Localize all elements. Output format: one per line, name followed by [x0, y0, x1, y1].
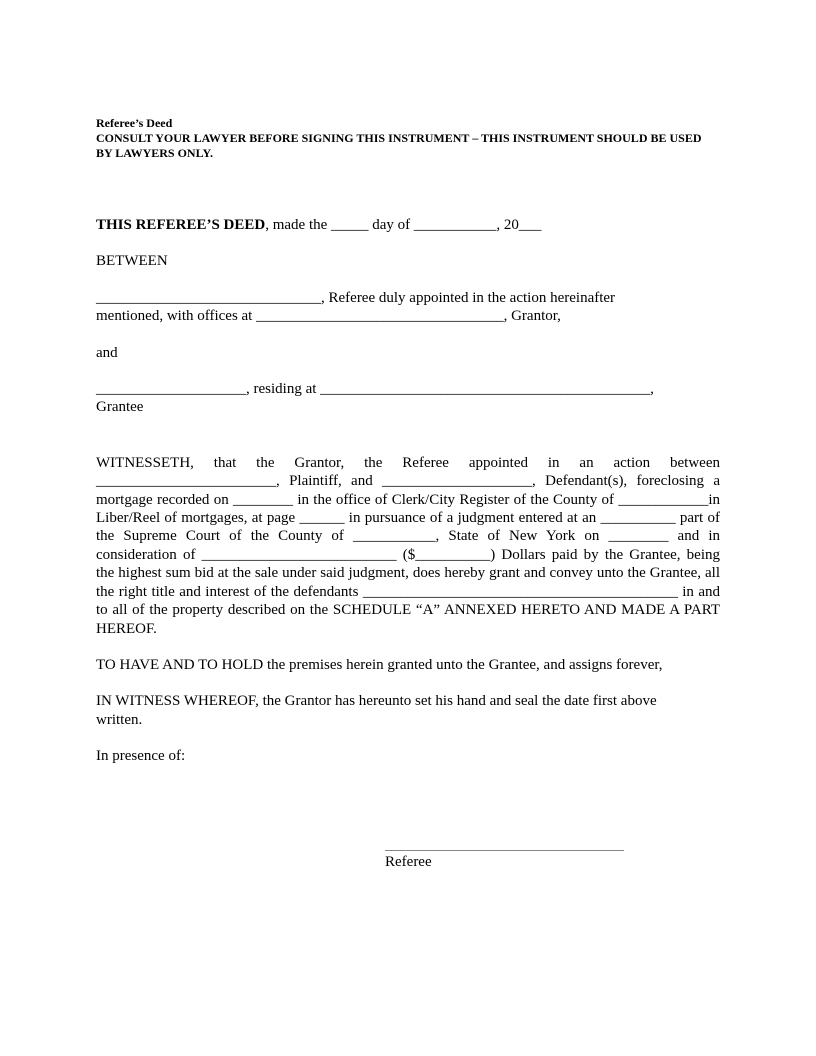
referee-signature-block — [385, 850, 625, 871]
document-title: Referee’s Deed — [96, 116, 173, 130]
document-page — [96, 116, 720, 766]
deed-name: THIS REFEREE’S DEED — [96, 217, 266, 233]
intro-paragraph — [96, 216, 720, 234]
witnesseth-paragraph: WITNESSETH, that the Grantor, the Referee appointed in an action between ________________________, Plaintiff, and ____________________, Defendant(s), foreclosing a mortgage recorded on ________ in the office of Clerk/City Register of the County of ____________in Liber/Reel of mortgages, at page ______ in pursuance of a judgment entered at an __________ part of the Supreme Court of the County of ___________, State of New York on ________ and in consideration of __________________________ ($__________) Dollars paid by the Grantee, being the highest sum bid at the sale under said judgment, does hereby grant and convey unto the Grantee, all the right title and interest of the defendants __________________________________________ in and to all of the property described on the SCHEDULE “A” ANNEXED HERETO AND MADE A PART HEREOF. — [96, 454, 720, 637]
intro-date-blanks: , made the _____ day of ___________, 20___ — [265, 217, 542, 233]
habendum-paragraph: TO HAVE AND TO HOLD the premises herein granted unto the Grantee, and assigns forever, — [96, 656, 663, 673]
grantor-paragraph: ______________________________, Referee duly appointed in the action hereinafter mentioned, with offices at _________________________________, Grantor, — [96, 289, 616, 325]
grantee-paragraph: ____________________, residing at ____________________________________________, Grantee — [96, 381, 654, 416]
in-witness-paragraph: IN WITNESS WHEREOF, the Grantor has hereunto set his hand and seal the date first above written. — [96, 693, 657, 728]
referee-signature-label: Referee — [385, 854, 432, 870]
in-presence-label: In presence of: — [96, 748, 186, 765]
signature-line — [385, 850, 624, 851]
and-label: and — [96, 344, 118, 361]
between-label: BETWEEN — [96, 253, 168, 270]
lawyer-caution-notice: CONSULT YOUR LAWYER BEFORE SIGNING THIS INSTRUMENT – THIS INSTRUMENT SHOULD BE USED BY LAWYERS ONLY. — [96, 131, 702, 160]
